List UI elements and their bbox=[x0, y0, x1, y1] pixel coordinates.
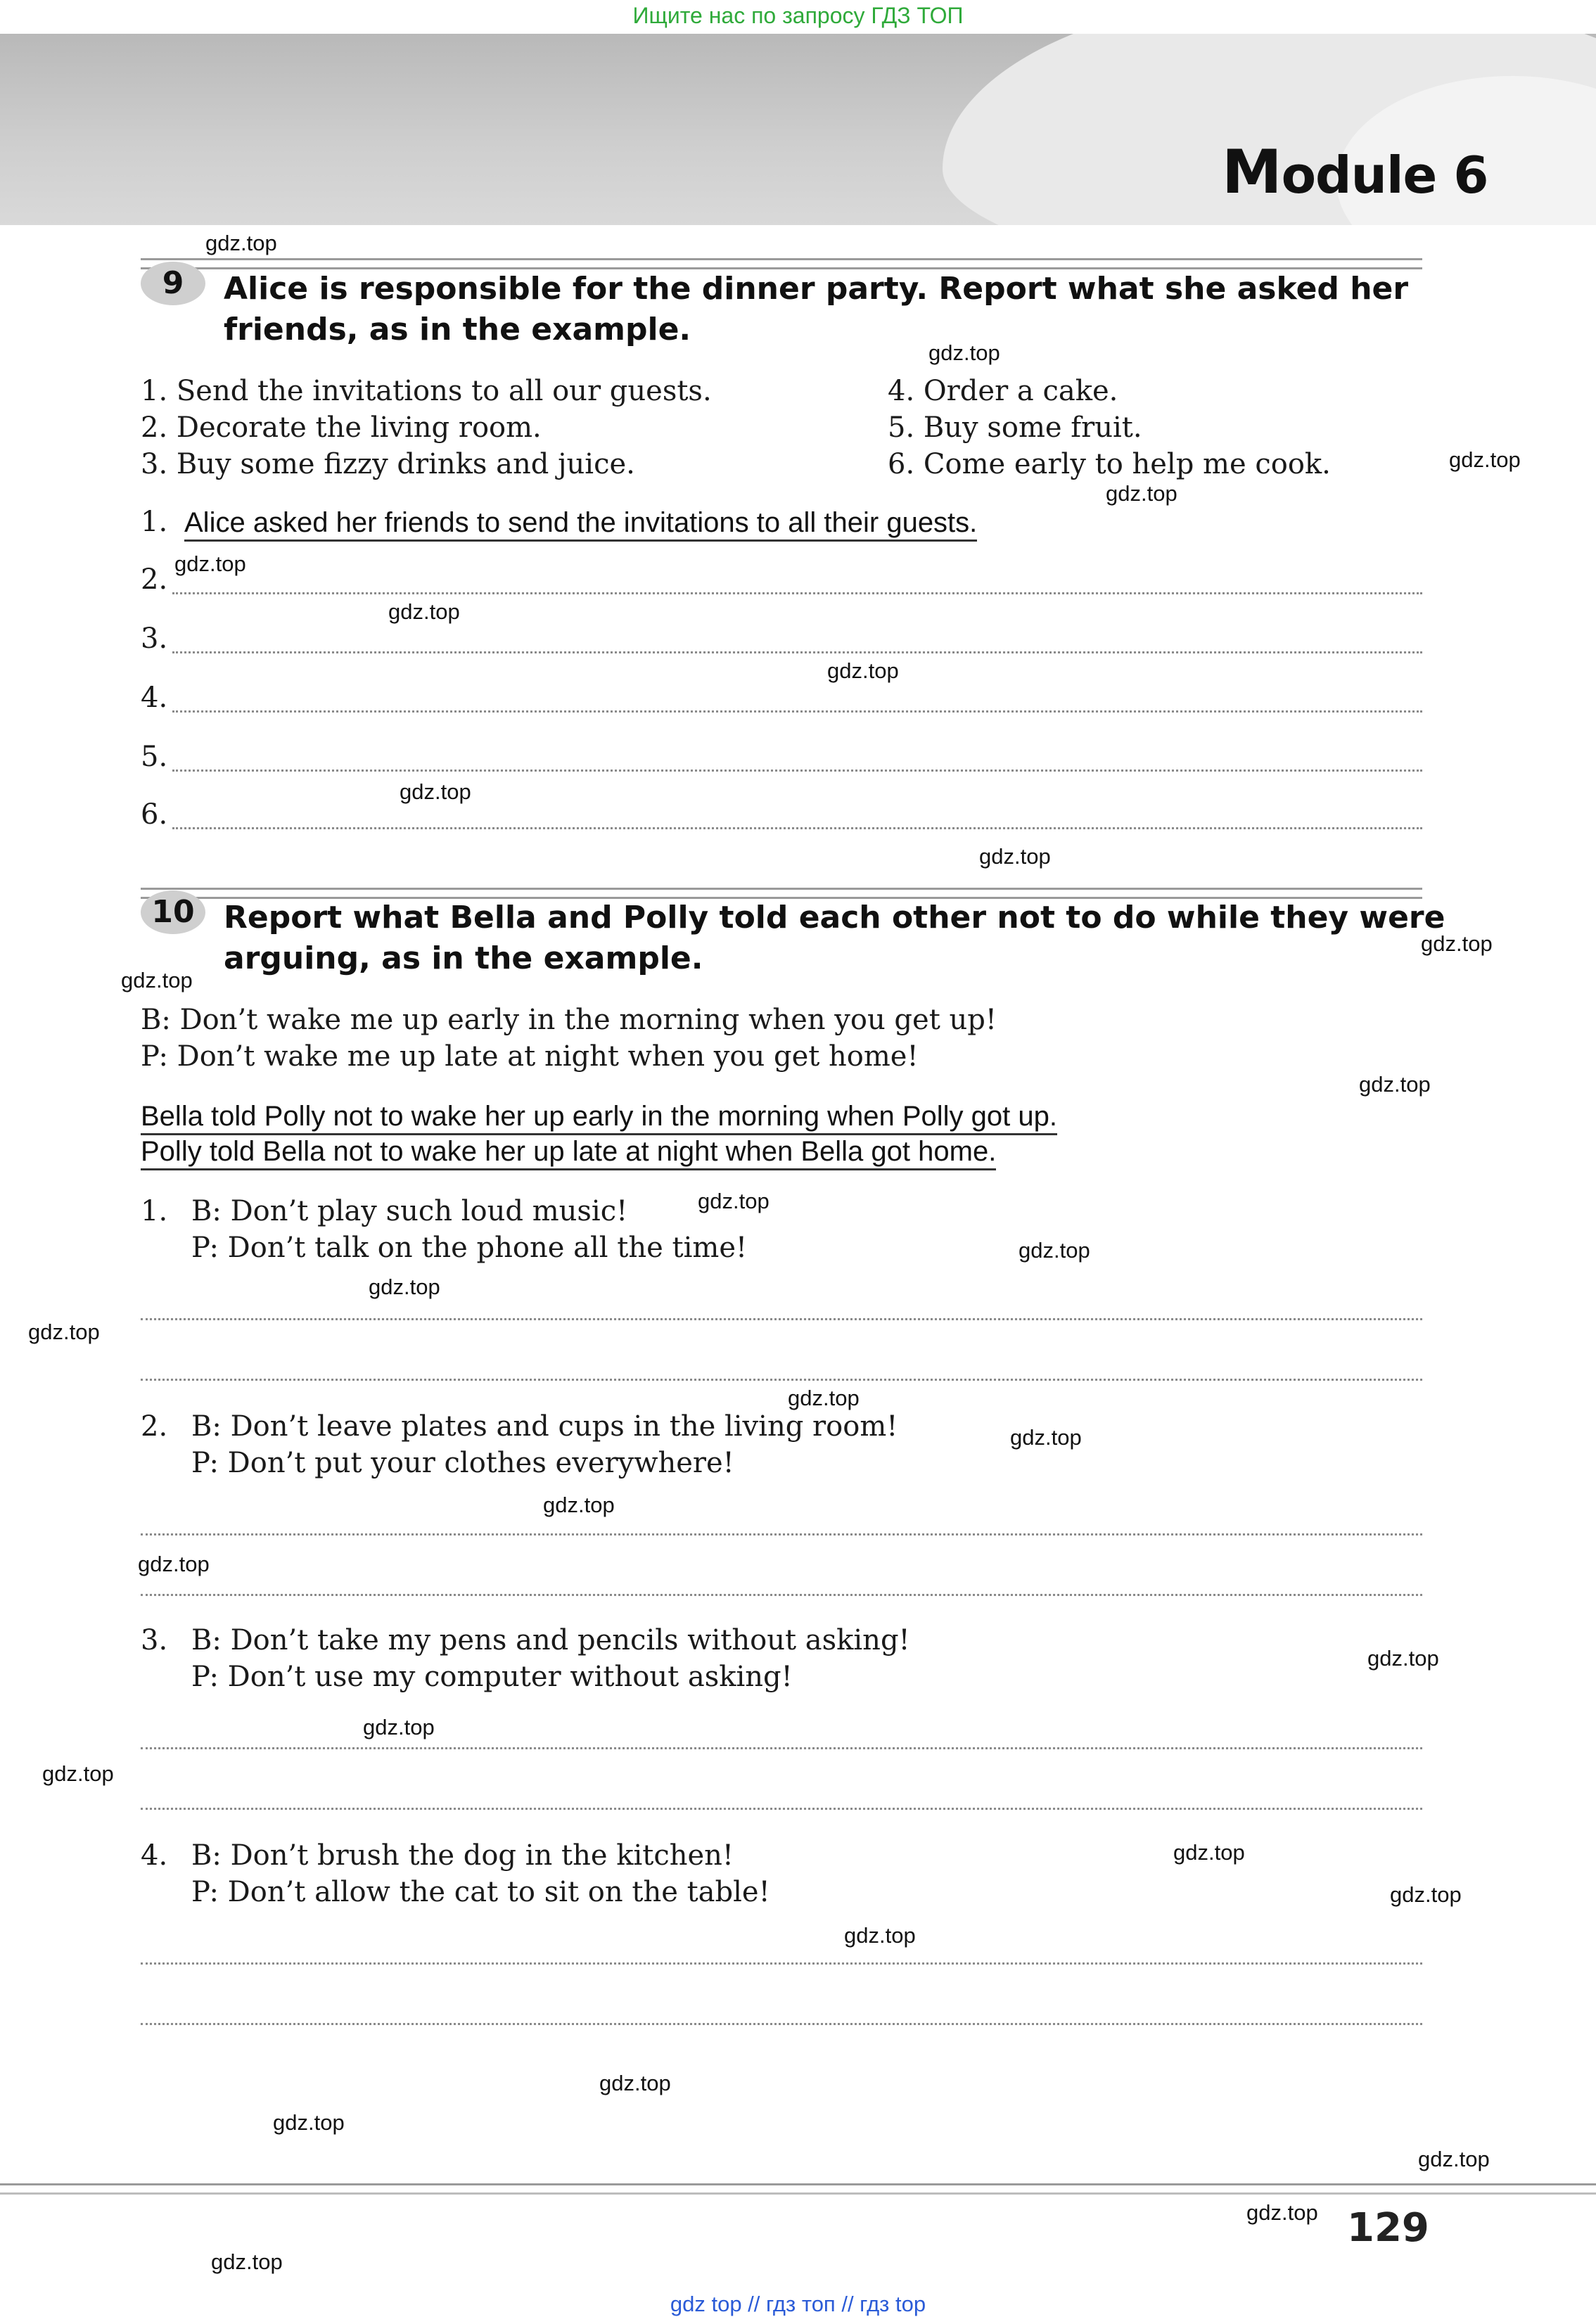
watermark: gdz.top bbox=[174, 551, 246, 576]
exercise-10-item-1-answer-line-2[interactable] bbox=[141, 1379, 1422, 1381]
exercise-9-item-3: 3. Buy some fizzy drinks and juice. bbox=[141, 448, 635, 480]
exercise-9-answer-line-3[interactable] bbox=[172, 651, 1422, 653]
watermark: gdz.top bbox=[599, 2071, 671, 2095]
watermark: gdz.top bbox=[698, 1189, 770, 1213]
exercise-10-item-4-bella: B: Don’t brush the dog in the kitchen! bbox=[191, 1839, 734, 1872]
exercise-9-line-label-2: 2. bbox=[141, 563, 168, 596]
watermark: gdz.top bbox=[788, 1386, 860, 1410]
watermark: gdz.top bbox=[1449, 447, 1521, 472]
watermark: gdz.top bbox=[388, 599, 460, 624]
watermark: gdz.top bbox=[543, 1493, 615, 1517]
exercise-10-item-2-bella: B: Don’t leave plates and cups in the living room! bbox=[191, 1410, 898, 1443]
page-number: 129 bbox=[1347, 2205, 1429, 2251]
watermark: gdz.top bbox=[1173, 1840, 1245, 1865]
exercise-10-instruction-line1: Report what Bella and Polly told each other not to do while they were bbox=[224, 900, 1445, 936]
exercise-10-item-2-answer-line-1[interactable] bbox=[141, 1533, 1422, 1536]
exercise-9-item-6: 6. Come early to help me cook. bbox=[888, 448, 1331, 480]
exercise-9-line-label-4: 4. bbox=[141, 682, 168, 714]
watermark: gdz.top bbox=[42, 1761, 114, 1786]
exercise-9-answer-1 bbox=[184, 505, 977, 540]
top-banner[interactable]: Ищите нас по запросу ГДЗ ТОП bbox=[632, 3, 964, 28]
exercise-10-item-3-bella: B: Don’t take my pens and pencils without asking! bbox=[191, 1624, 910, 1656]
footer-links[interactable]: gdz top // гдз топ // гдз top bbox=[670, 2292, 926, 2316]
exercise-10-example-answer-2 bbox=[141, 1134, 996, 1169]
watermark: gdz.top bbox=[1010, 1425, 1082, 1450]
exercise-9-answer-line-2[interactable] bbox=[172, 592, 1422, 594]
exercise-9-answer-line-6[interactable] bbox=[172, 827, 1422, 829]
exercise-10-example-answer-1 bbox=[141, 1099, 1057, 1134]
watermark: gdz.top bbox=[1246, 2200, 1318, 2225]
exercise-10-item-2-number: 2. bbox=[141, 1410, 168, 1443]
exercise-9-instruction-line2: friends, as in the example. bbox=[224, 312, 691, 347]
exercise-9-item-4: 4. Order a cake. bbox=[888, 375, 1118, 407]
exercise-10-item-1-answer-line-1[interactable] bbox=[141, 1318, 1422, 1320]
exercise-10-example-answer-1-text: Bella told Polly not to wake her up early in the morning when Polly got up. bbox=[141, 1101, 1057, 1135]
exercise-10-item-3-answer-line-1[interactable] bbox=[141, 1747, 1422, 1749]
watermark: gdz.top bbox=[1421, 931, 1493, 956]
exercise-10-item-4-answer-line-2[interactable] bbox=[141, 2023, 1422, 2025]
exercise-9-answer-label: 1. bbox=[141, 506, 168, 538]
exercise-10-item-3-answer-line-2[interactable] bbox=[141, 1808, 1422, 1810]
exercise-10-number: 10 bbox=[141, 890, 205, 934]
watermark: gdz.top bbox=[1390, 1882, 1462, 1907]
exercise-9-line-label-6: 6. bbox=[141, 798, 168, 831]
watermark: gdz.top bbox=[1418, 2147, 1490, 2171]
watermark: gdz.top bbox=[400, 779, 471, 804]
watermark: gdz.top bbox=[827, 658, 899, 683]
module-title bbox=[1222, 137, 1488, 208]
exercise-10-example-polly: P: Don’t wake me up late at night when you get home! bbox=[141, 1040, 919, 1073]
exercise-9-answer-text: Alice asked her friends to send the invitations to all their guests. bbox=[184, 507, 977, 542]
exercise-10-item-3-number: 3. bbox=[141, 1624, 168, 1656]
exercise-9-number: 9 bbox=[141, 262, 205, 305]
exercise-10-item-1-number: 1. bbox=[141, 1195, 168, 1227]
exercise-10-item-2-answer-line-2[interactable] bbox=[141, 1594, 1422, 1596]
exercise-10-item-1-polly: P: Don’t talk on the phone all the time! bbox=[191, 1232, 748, 1264]
exercise-9-line-label-3: 3. bbox=[141, 622, 168, 655]
exercise-10-example-bella: B: Don’t wake me up early in the morning when you get up! bbox=[141, 1004, 997, 1036]
watermark: gdz.top bbox=[205, 231, 277, 255]
watermark: gdz.top bbox=[369, 1275, 440, 1299]
exercise-9-answer-line-4[interactable] bbox=[172, 710, 1422, 713]
watermark: gdz.top bbox=[121, 968, 193, 992]
watermark: gdz.top bbox=[138, 1552, 210, 1576]
watermark: gdz.top bbox=[273, 2110, 345, 2135]
watermark: gdz.top bbox=[928, 340, 1000, 365]
exercise-9-answer-line-5[interactable] bbox=[172, 770, 1422, 772]
watermark: gdz.top bbox=[363, 1715, 435, 1739]
exercise-10-item-4-number: 4. bbox=[141, 1839, 168, 1872]
exercise-9-item-2: 2. Decorate the living room. bbox=[141, 411, 542, 444]
module-title-initial: M bbox=[1222, 137, 1282, 208]
exercise-10-item-4-answer-line-1[interactable] bbox=[141, 1962, 1422, 1965]
watermark: gdz.top bbox=[28, 1320, 100, 1344]
watermark: gdz.top bbox=[1359, 1072, 1431, 1097]
exercise-10-item-4-polly: P: Don’t allow the cat to sit on the table! bbox=[191, 1876, 770, 1908]
exercise-9-rule bbox=[141, 258, 1422, 269]
bottom-rule bbox=[0, 2183, 1596, 2195]
exercise-10-item-1-bella: B: Don’t play such loud music! bbox=[191, 1195, 628, 1227]
watermark: gdz.top bbox=[1019, 1238, 1090, 1263]
watermark: gdz.top bbox=[844, 1923, 916, 1948]
watermark: gdz.top bbox=[1367, 1646, 1439, 1671]
exercise-10-example-answer-2-text: Polly told Bella not to wake her up late at night when Bella got home. bbox=[141, 1136, 996, 1170]
exercise-10-instruction-line2: arguing, as in the example. bbox=[224, 940, 703, 976]
watermark: gdz.top bbox=[979, 844, 1051, 869]
watermark: gdz.top bbox=[1106, 481, 1177, 506]
exercise-9-instruction-line1: Alice is responsible for the dinner party. Report what she asked her bbox=[224, 271, 1409, 307]
exercise-9-line-label-5: 5. bbox=[141, 741, 168, 773]
exercise-9-item-1: 1. Send the invitations to all our guests. bbox=[141, 375, 712, 407]
exercise-9-item-5: 5. Buy some fruit. bbox=[888, 411, 1142, 444]
exercise-10-item-3-polly: P: Don’t use my computer without asking! bbox=[191, 1661, 793, 1693]
module-title-rest: odule 6 bbox=[1281, 146, 1488, 205]
watermark: gdz.top bbox=[211, 2249, 283, 2274]
exercise-10-item-2-polly: P: Don’t put your clothes everywhere! bbox=[191, 1447, 734, 1479]
